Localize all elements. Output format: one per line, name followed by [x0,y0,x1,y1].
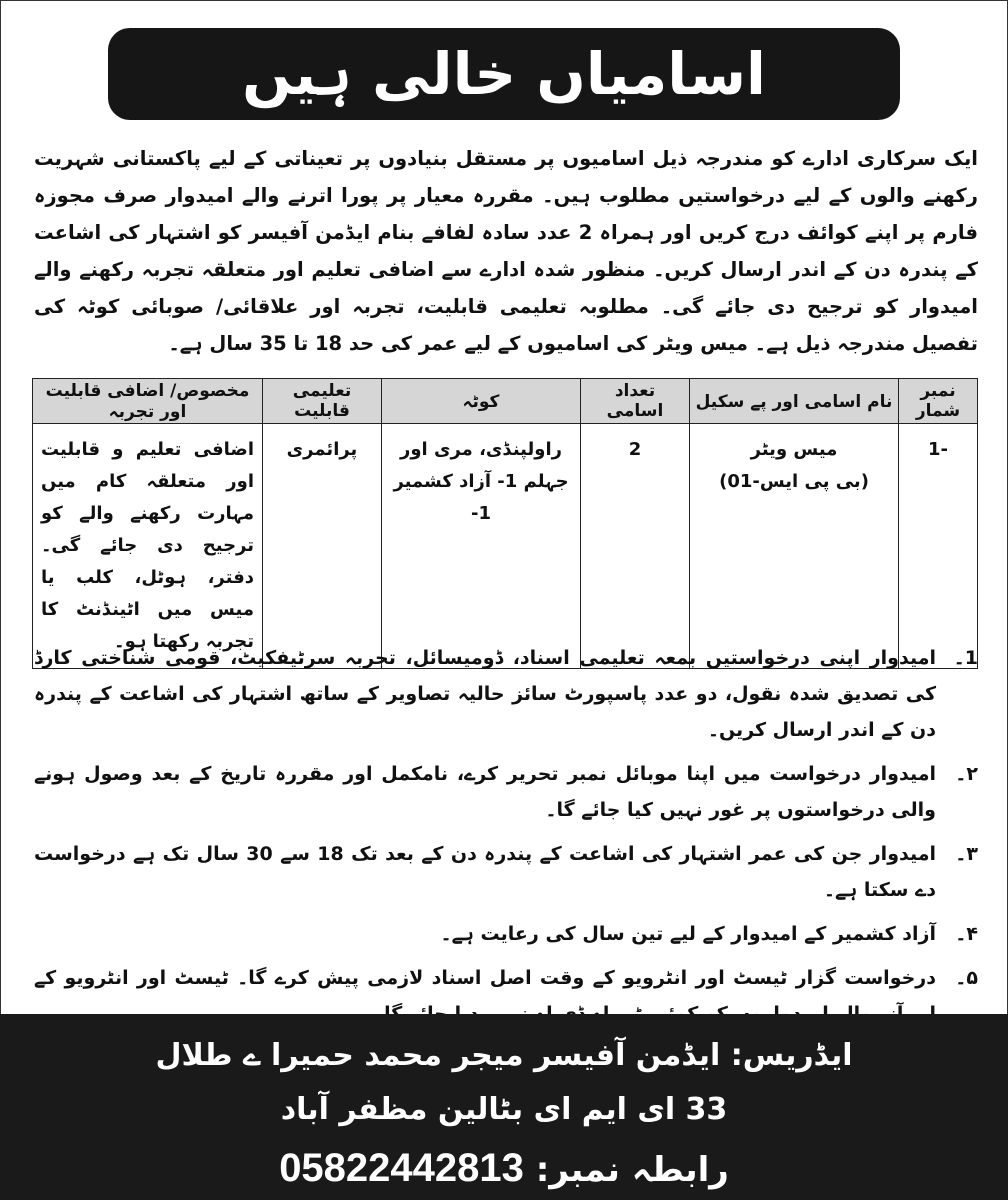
cell-post [690,424,899,669]
title-banner [108,28,900,120]
address-line: ایڈریس: ایڈمن آفیسر میجر محمد حمیرا ے طلال [155,1038,853,1073]
table-row [33,424,978,669]
header-post: نام اسامی اور پے سکیل [690,379,899,424]
post-name: میس ویٹر [750,439,838,460]
notes-list [34,640,978,1040]
note-item [34,640,978,748]
note-text: آزاد کشمیر کے امیدوار کے لیے تین سال کی رعایت ہے۔ [440,923,936,945]
note-number: ۴۔ [955,923,978,945]
note-number: ۵۔ [955,967,978,989]
note-text: امیدوار درخواست میں اپنا موبائل نمبر تحریر کرے، نامکمل اور مقررہ تاریخ کے بعد وصول ہونے والی درخواستوں پر غور نہیں کیا جائے گا۔ [34,763,936,821]
note-item [34,836,978,908]
cell-serial: -1 [899,424,978,669]
intro-paragraph: ایک سرکاری ادارے کو مندرجہ ذیل اسامیوں پر مستقل بنیادوں پر تعیناتی کے لیے پاکستانی شہریت رکھنے والوں کے لیے درخواستیں مطلوب ہیں۔ مقررہ معیار پر پورا اترنے والے امیدوار صرف مجوزہ فارم پر اپنے کوائف درج کریں اور ہمراہ 2 عدد سادہ لفافے بنام ایڈمن آفیسر کو اشتہار کی اشاعت کے پندرہ دن کے اندر ارسال کریں۔ منظور شدہ ادارے سے اضافی تعلیم اور متعلقہ تجربہ رکھنے والے امیدوار کو ترجیح دی جائے گی۔ مطلوبہ تعلیمی قابلیت، تجربہ اور علاقائی/ صوبائی کوٹہ کی تفصیل مندرجہ ذیل ہے۔ میس ویٹر کی اسامیوں کے لیے عمر کی حد 18 تا 35 سال ہے۔ [34,147,978,355]
cell-quota: راولپنڈی، مری اور جہلم 1- آزاد کشمیر 1- [382,424,581,669]
note-item [34,916,978,952]
page-title: اسامیاں خالی ہیں [242,40,766,108]
cell-count: 2 [581,424,690,669]
cell-qualification: پرائمری [263,424,382,669]
note-text: امیدوار اپنی درخواستیں بمعہ تعلیمی اسناد، ڈومیسائل، تجربہ سرٹیفکیٹ، قومی شناختی کارڈ کی تصدیق شدہ نقول، دو عدد پاسپورٹ سائز حالیہ تصاویر کے ساتھ اشتہار کی اشاعت کے پندرہ دن کے اندر ارسال کریں۔ [34,647,936,741]
vacancy-table [32,378,978,669]
note-number: ۲۔ [955,763,978,785]
note-item [34,756,978,828]
note-number: ۳۔ [955,843,978,865]
contact-footer [0,1014,1008,1200]
header-quota: کوٹہ [382,379,581,424]
note-number: 1۔ [953,647,978,669]
header-experience: مخصوص/ اضافی قابلیت اور تجربہ [33,379,263,424]
header-serial: نمبر شمار [899,379,978,424]
note-text: امیدوار جن کی عمر اشتہار کی اشاعت کے پندرہ دن کے بعد تک 18 سے 30 سال تک ہے درخواست دے سکتا ہے۔ [34,843,937,901]
header-qualification: تعلیمی قابلیت [263,379,382,424]
cell-experience: اضافی تعلیم و قابلیت اور متعلقہ کام میں مہارت رکھنے والے کو ترجیح دی جائے گی۔ دفتر، ہوٹل، کلب یا میس میں اٹینڈنٹ کا تجربہ رکھتا ہو۔ [33,424,263,669]
header-count: تعداد اسامی [581,379,690,424]
note-text: درخواست گزار ٹیسٹ اور انٹرویو کے وقت اصل اسناد لازمی پیش کرے گا۔ ٹیسٹ اور انٹرویو کے [34,967,936,989]
unit-line: 33 ای ایم ای بٹالین مظفر آباد [280,1092,728,1127]
contact-line [0,1146,1008,1191]
contact-label: رابطہ نمبر: [535,1150,729,1190]
phone-number: 05822442813 [279,1146,524,1190]
table-header-row [33,379,978,424]
post-scale: (بی پی ایس-01) [719,471,869,492]
